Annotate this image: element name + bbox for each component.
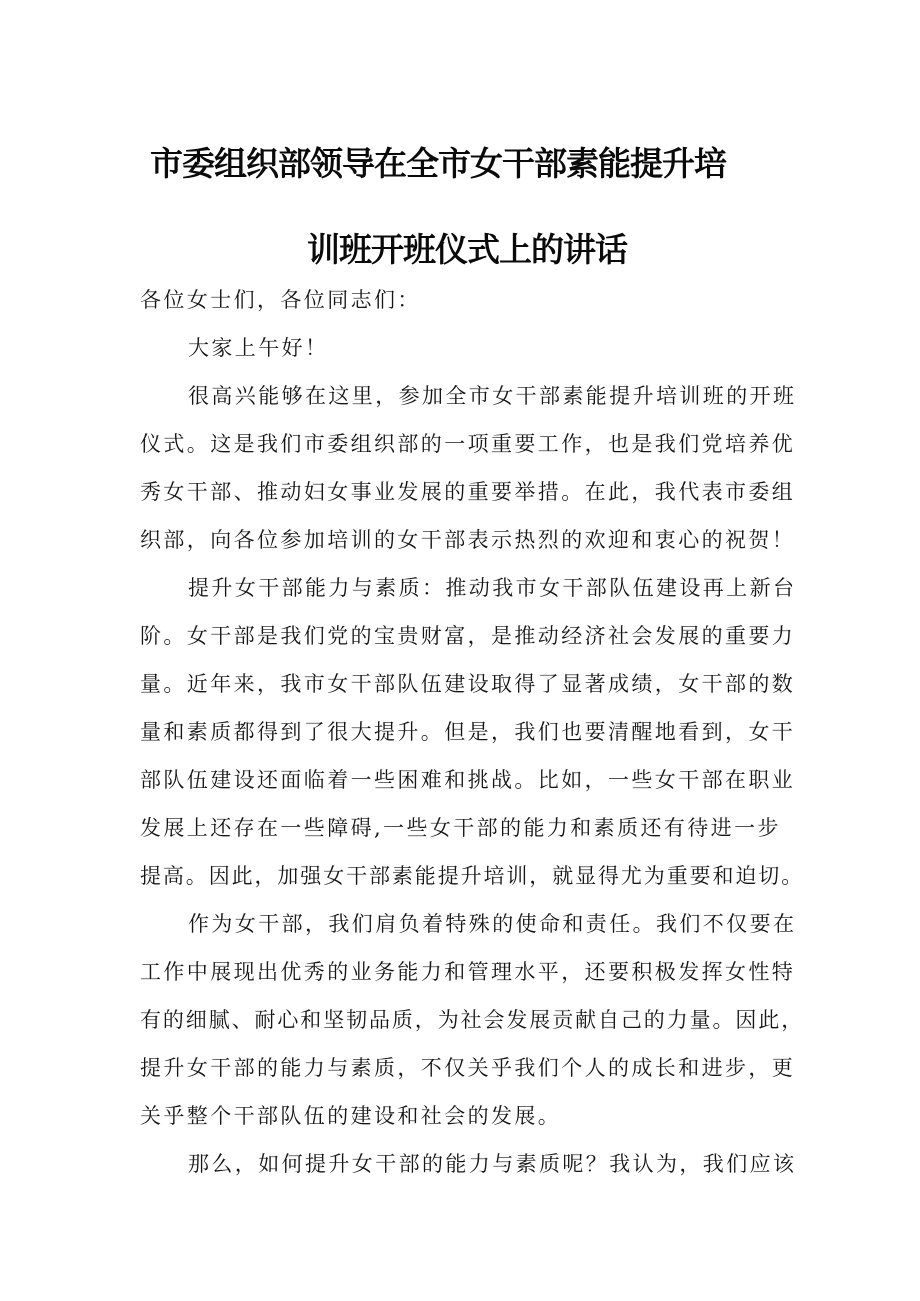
- document-title-line-2: 训班开班仪式上的讲话: [307, 230, 627, 269]
- body-line: 仪式。这是我们市委组织部的一项重要工作，也是我们党培养优: [140, 432, 796, 456]
- salutation: 各位女士们，各位同志们：: [140, 288, 421, 312]
- body-line: 工作中展现出优秀的业务能力和管理水平，还要积极发挥女性特: [140, 960, 796, 984]
- body-line: 很高兴能够在这里，参加全市女干部素能提升培训班的开班: [188, 384, 797, 408]
- body-line: 提高。因此，加强女干部素能提升培训，就显得尤为重要和迫切。: [140, 864, 805, 888]
- body-line: 那么，如何提升女干部的能力与素质呢？我认为，我们应该: [188, 1152, 797, 1176]
- body-line: 提升女干部能力与素质：推动我市女干部队伍建设再上新台: [188, 576, 797, 600]
- body-line: 作为女干部，我们肩负着特殊的使命和责任。我们不仅要在: [188, 912, 797, 936]
- body-line: 发展上还存在一些障碍,一些女干部的能力和素质还有待进一步: [140, 816, 781, 840]
- body-line: 有的细腻、耐心和坚韧品质，为社会发展贡献自己的力量。因此，: [140, 1008, 805, 1032]
- body-line: 提升女干部的能力与素质，不仅关乎我们个人的成长和进步，更: [140, 1056, 796, 1080]
- body-line: 量。近年来，我市女干部队伍建设取得了显著成绩，女干部的数: [140, 672, 796, 696]
- body-line: 关乎整个干部队伍的建设和社会的发展。: [140, 1104, 562, 1128]
- body-line: 织部，向各位参加培训的女干部表示热烈的欢迎和衷心的祝贺！: [140, 528, 796, 552]
- document-title-line-1: 市委组织部领导在全市女干部素能提升培: [150, 144, 726, 183]
- body-line: 量和素质都得到了很大提升。但是，我们也要清醒地看到，女干: [140, 720, 796, 744]
- body-line: 秀女干部、推动妇女事业发展的重要举措。在此，我代表市委组: [140, 480, 796, 504]
- body-line: 部队伍建设还面临着一些困难和挑战。比如，一些女干部在职业: [140, 768, 796, 792]
- body-line: 阶。女干部是我们党的宝贵财富，是推动经济社会发展的重要力: [140, 624, 796, 648]
- greeting: 大家上午好！: [188, 336, 329, 360]
